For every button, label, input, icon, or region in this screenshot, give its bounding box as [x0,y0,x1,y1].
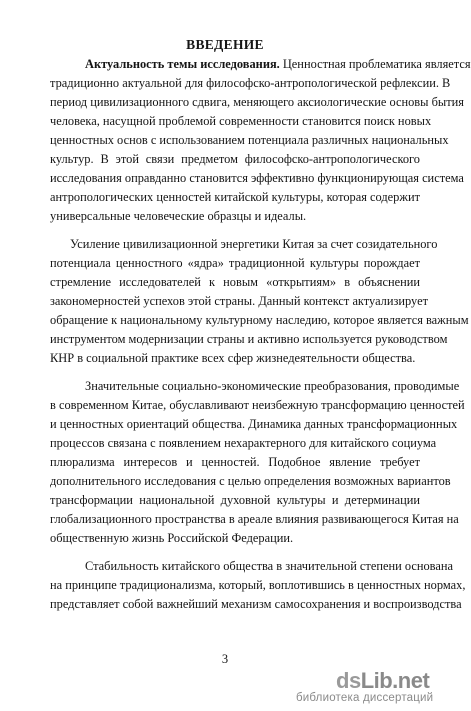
paragraph-line: Усиление цивилизационной энергетики Китая за счет созидательного [70,237,438,251]
paragraph-line: универсальные человеческие образцы и идеалы. [50,209,307,223]
paragraph-line: и ценностных ориентаций общества. Динамика данных трансформационных [50,417,458,431]
paragraph-line: ценностных основ с использованием потенциала различных национальных [50,133,449,147]
body-text [50,55,471,614]
paragraph-line: культур. В этой связи предметом философско-антропологического [50,152,420,166]
watermark-logo-rest: Lib.net [360,668,430,693]
paragraph-line: дополнительного исследования с целью определения возможных вариантов [50,474,451,488]
watermark-logo [336,668,429,694]
paragraph-transformations [50,377,465,548]
paragraph-line: плюрализма интересов и ценностей. Подобное явление требует [50,455,420,469]
paragraph-line: инструментом модернизации страны и активно используется руководством [50,332,448,346]
paragraph-line: глобализационного пространства в ареале влияния развивающегося Китая на [50,512,459,526]
paragraph-line: общественную жизнь Российской Федерации. [50,531,294,545]
paragraph-line-text: Ценностная проблематика является [279,57,471,71]
paragraph-line: потенциала ценностного «ядра» традиционной культуры порождает [50,256,420,270]
paragraph-line [50,55,471,74]
paragraph-stability [50,557,466,614]
paragraph-line: обращение к национальному культурному наследию, которое является важным [50,313,469,327]
paragraph-line: трансформации национальной духовной культуры и детерминации [50,493,420,507]
paragraph-line: КНР в социальной практике всех сфер жизнедеятельности общества. [50,351,416,365]
relevance-lead: Актуальность темы исследования. [85,57,280,71]
section-heading: ВВЕДЕНИЕ [186,37,264,52]
watermark-subtitle: библиотека диссертаций [296,692,434,704]
paragraph-energy [50,235,469,368]
paragraph-line: Значительные социально-экономические преобразования, проводимые [85,379,460,393]
paragraph-line: представляет собой важнейший механизм самосохранения и воспроизводства [50,597,462,611]
paragraph-line: на принципе традиционализма, который, воплотившись в ценностных нормах, [50,578,466,592]
watermark-logo-prefix: ds [336,668,361,693]
paragraph-line: человека, насущной проблемой современности становится поиск новых [50,114,432,128]
paragraph-line: антропологических ценностей китайской культуры, которая содержит [50,190,420,204]
paragraph-line: традиционно актуальной для философско-антропологической рефлексии. В [50,76,451,90]
paragraph-line: закономерностей успехов этой страны. Данный контекст актуализирует [50,294,429,308]
paragraph-line: исследования оправданно становится эффективно функционирующая система [50,171,464,185]
paragraph-relevance [50,55,471,226]
paragraph-line: в современном Китае, обуславливают неизбежную трансформацию ценностей [50,398,465,412]
page-number: 3 [221,652,229,666]
paragraph-line: процессов связана с появлением нехарактерного для китайского социума [50,436,437,450]
paragraph-line: период цивилизационного сдвига, меняющего аксиологические основы бытия [50,95,464,109]
paragraph-line: стремление исследователей к новым «открытиям» в объяснении [50,275,420,289]
paragraph-line: Стабильность китайского общества в значительной степени основана [85,559,453,573]
